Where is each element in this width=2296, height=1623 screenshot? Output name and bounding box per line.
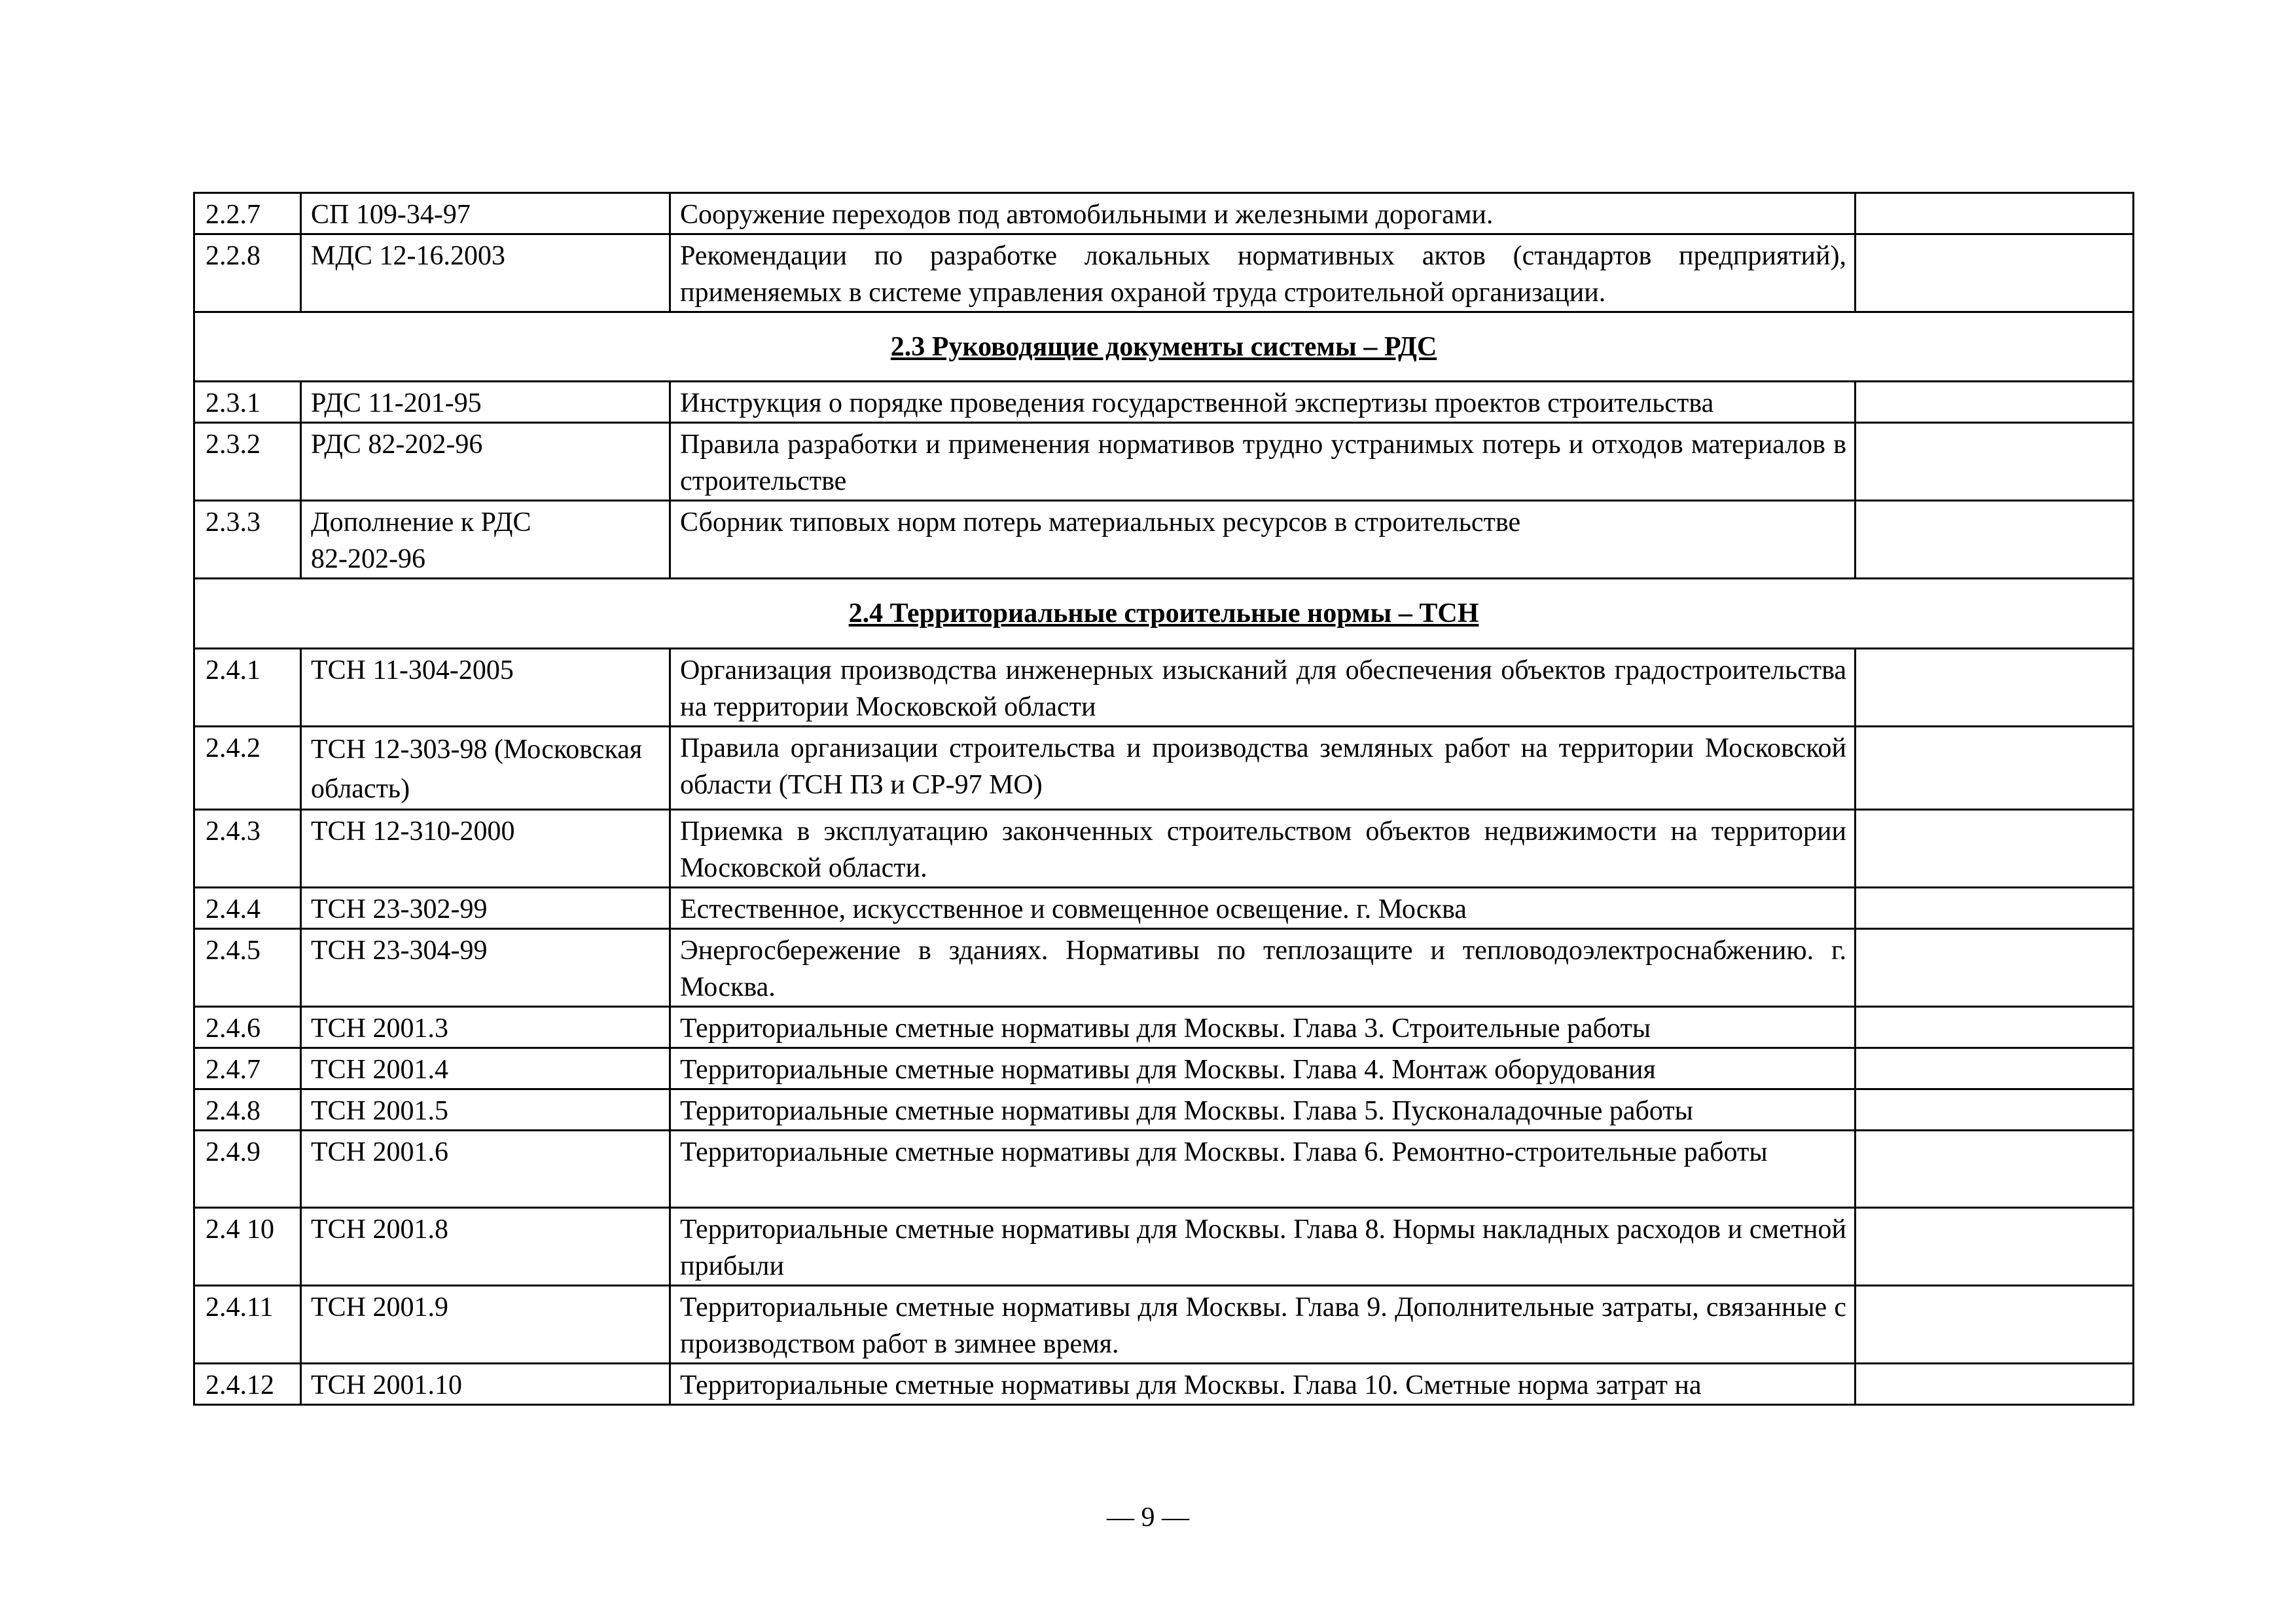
document-code: СП 109-34-97 bbox=[301, 193, 670, 234]
notes-cell bbox=[1856, 649, 2134, 727]
section-title: 2.3 Руководящие документы системы – РДС bbox=[194, 312, 2134, 382]
table-row bbox=[194, 1208, 2134, 1286]
row-number: 2.3.1 bbox=[194, 382, 301, 423]
row-number: 2.4.1 bbox=[194, 649, 301, 727]
row-number: 2.4.7 bbox=[194, 1048, 301, 1089]
row-number: 2.4.2 bbox=[194, 727, 301, 810]
document-title: Организация производства инженерных изысканий для обеспечения объектов градостроительства на территории Московской области bbox=[670, 649, 1856, 727]
table-row bbox=[194, 1089, 2134, 1131]
row-number: 2.4.5 bbox=[194, 929, 301, 1007]
section-header-row bbox=[194, 579, 2134, 649]
notes-cell bbox=[1856, 1131, 2134, 1208]
document-title: Территориальные сметные нормативы для Москвы. Глава 4. Монтаж оборудования bbox=[670, 1048, 1856, 1089]
document-code: Дополнение к РДС 82-202-96 bbox=[301, 501, 670, 579]
notes-cell bbox=[1856, 810, 2134, 888]
document-code: ТСН 2001.8 bbox=[301, 1208, 670, 1286]
document-code: МДС 12-16.2003 bbox=[301, 234, 670, 312]
document-code: ТСН 2001.3 bbox=[301, 1007, 670, 1048]
document-title: Территориальные сметные нормативы для Москвы. Глава 5. Пусконаладочные работы bbox=[670, 1089, 1856, 1131]
table-row bbox=[194, 649, 2134, 727]
section-header-row bbox=[194, 312, 2134, 382]
row-number: 2.4.8 bbox=[194, 1089, 301, 1131]
document-title: Сборник типовых норм потерь материальных ресурсов в строительстве bbox=[670, 501, 1856, 579]
document-title: Приемка в эксплуатацию законченных строительством объектов недвижимости на территории Московской области. bbox=[670, 810, 1856, 888]
notes-cell bbox=[1856, 1364, 2134, 1405]
standards-table bbox=[193, 192, 2134, 1406]
table-row bbox=[194, 501, 2134, 579]
notes-cell bbox=[1856, 501, 2134, 579]
table-row bbox=[194, 1007, 2134, 1048]
table-row bbox=[194, 1131, 2134, 1208]
notes-cell bbox=[1856, 727, 2134, 810]
document-code: ТСН 12-310-2000 bbox=[301, 810, 670, 888]
document-title: Энергосбережение в зданиях. Нормативы по теплозащите и тепловодоэлектроснабжению. г. Москва. bbox=[670, 929, 1856, 1007]
document-code: ТСН 11-304-2005 bbox=[301, 649, 670, 727]
notes-cell bbox=[1856, 1286, 2134, 1364]
notes-cell bbox=[1856, 234, 2134, 312]
table-row bbox=[194, 1048, 2134, 1089]
table-row bbox=[194, 1286, 2134, 1364]
notes-cell bbox=[1856, 929, 2134, 1007]
section-title: 2.4 Территориальные строительные нормы – ТСН bbox=[194, 579, 2134, 649]
table-row bbox=[194, 382, 2134, 423]
document-title: Территориальные сметные нормативы для Москвы. Глава 6. Ремонтно-строительные работы bbox=[670, 1131, 1856, 1208]
table-row bbox=[194, 1364, 2134, 1405]
row-number: 2.4.11 bbox=[194, 1286, 301, 1364]
table-row bbox=[194, 888, 2134, 929]
row-number: 2.4 10 bbox=[194, 1208, 301, 1286]
table-row bbox=[194, 810, 2134, 888]
notes-cell bbox=[1856, 1007, 2134, 1048]
document-code: ТСН 2001.6 bbox=[301, 1131, 670, 1208]
row-number: 2.4.4 bbox=[194, 888, 301, 929]
row-number: 2.3.3 bbox=[194, 501, 301, 579]
document-title: Территориальные сметные нормативы для Москвы. Глава 3. Строительные работы bbox=[670, 1007, 1856, 1048]
notes-cell bbox=[1856, 1089, 2134, 1131]
table-row bbox=[194, 727, 2134, 810]
row-number: 2.4.3 bbox=[194, 810, 301, 888]
page-number: — 9 — bbox=[1107, 1503, 1189, 1533]
notes-cell bbox=[1856, 888, 2134, 929]
document-title: Правила разработки и применения нормативов трудно устранимых потерь и отходов материалов в строительстве bbox=[670, 423, 1856, 501]
document-title: Территориальные сметные нормативы для Москвы. Глава 10. Сметные норма затрат на bbox=[670, 1364, 1856, 1405]
document-code: ТСН 2001.10 bbox=[301, 1364, 670, 1405]
document-title: Инструкция о порядке проведения государственной экспертизы проектов строительства bbox=[670, 382, 1856, 423]
document-code: ТСН 23-302-99 bbox=[301, 888, 670, 929]
document-title: Правила организации строительства и производства земляных работ на территории Московской области (ТСН ПЗ и СР-97 МО) bbox=[670, 727, 1856, 810]
document-title: Сооружение переходов под автомобильными и железными дорогами. bbox=[670, 193, 1856, 234]
row-number: 2.2.8 bbox=[194, 234, 301, 312]
table-row bbox=[194, 423, 2134, 501]
row-number: 2.4.12 bbox=[194, 1364, 301, 1405]
document-code: ТСН 2001.5 bbox=[301, 1089, 670, 1131]
document-code: ТСН 2001.9 bbox=[301, 1286, 670, 1364]
row-number: 2.2.7 bbox=[194, 193, 301, 234]
notes-cell bbox=[1856, 1048, 2134, 1089]
table-row bbox=[194, 929, 2134, 1007]
document-title: Территориальные сметные нормативы для Москвы. Глава 8. Нормы накладных расходов и сметной прибыли bbox=[670, 1208, 1856, 1286]
notes-cell bbox=[1856, 423, 2134, 501]
document-code: РДС 82-202-96 bbox=[301, 423, 670, 501]
document-code: ТСН 12-303-98 (Московская область) bbox=[301, 727, 670, 810]
notes-cell bbox=[1856, 382, 2134, 423]
notes-cell bbox=[1856, 193, 2134, 234]
table-row bbox=[194, 234, 2134, 312]
table-row bbox=[194, 193, 2134, 234]
row-number: 2.4.9 bbox=[194, 1131, 301, 1208]
row-number: 2.4.6 bbox=[194, 1007, 301, 1048]
document-title: Естественное, искусственное и совмещенное освещение. г. Москва bbox=[670, 888, 1856, 929]
document-code: РДС 11-201-95 bbox=[301, 382, 670, 423]
document-code: ТСН 23-304-99 bbox=[301, 929, 670, 1007]
document-title: Рекомендации по разработке локальных нормативных актов (стандартов предприятий), применяемых в системе управления охраной труда строительной организации. bbox=[670, 234, 1856, 312]
row-number: 2.3.2 bbox=[194, 423, 301, 501]
document-title: Территориальные сметные нормативы для Москвы. Глава 9. Дополнительные затраты, связанные с производством работ в зимнее время. bbox=[670, 1286, 1856, 1364]
document-code: ТСН 2001.4 bbox=[301, 1048, 670, 1089]
notes-cell bbox=[1856, 1208, 2134, 1286]
